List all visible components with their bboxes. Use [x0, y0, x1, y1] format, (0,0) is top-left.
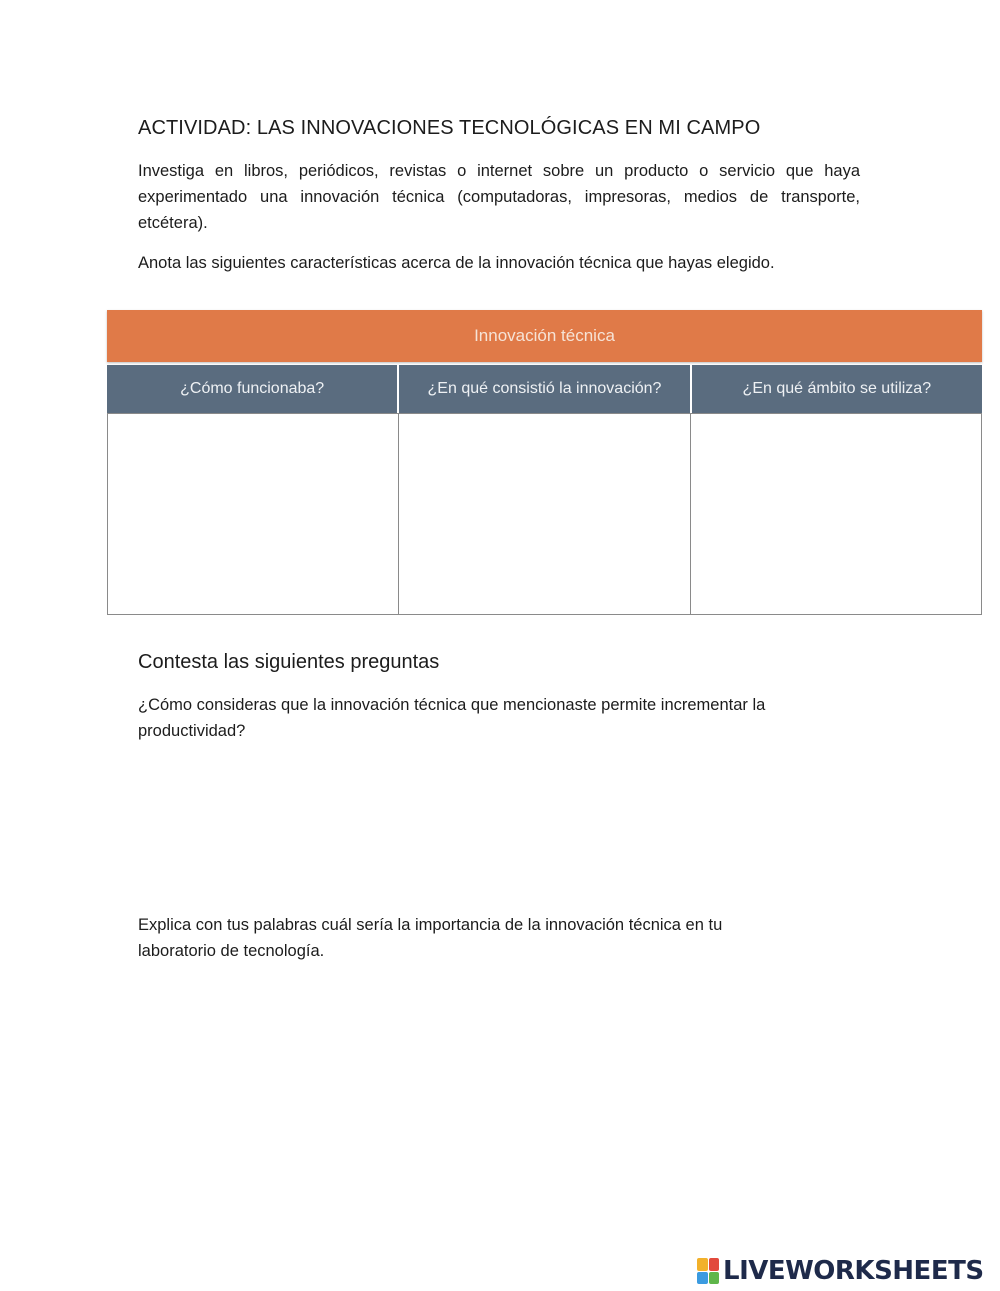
question-productivity: ¿Cómo consideras que la innovación técnica que mencionaste permite incrementar la productividad?	[138, 696, 766, 740]
answer-row	[107, 413, 982, 615]
column-header-how-it-worked: ¿Cómo funcionaba?	[107, 365, 399, 413]
question-importance: Explica con tus palabras cuál sería la importancia de la innovación técnica en tu laboratorio de tecnología.	[138, 916, 723, 960]
innovation-table	[107, 310, 982, 615]
instruction-paragraph-annotate: Anota las siguientes características acerca de la innovación técnica que hayas elegido.	[138, 254, 775, 272]
answer-cell-innovation[interactable]	[399, 414, 690, 614]
column-header-scope: ¿En qué ámbito se utiliza?	[692, 365, 982, 413]
logo-text: LIVEWORKSHEETS	[723, 1256, 984, 1286]
column-header-innovation: ¿En qué consistió la innovación?	[399, 365, 691, 413]
questions-heading: Contesta las siguientes preguntas	[138, 651, 440, 673]
liveworksheets-logo	[697, 1256, 984, 1286]
instruction-paragraph-research: Investiga en libros, periódicos, revistas o internet sobre un producto o servicio que haya experimentado una innovación técnica (computadoras, impresoras, medios de transporte, etcétera).	[138, 162, 860, 232]
worksheet-title: ACTIVIDAD: LAS INNOVACIONES TECNOLÓGICAS EN MI CAMPO	[138, 117, 761, 139]
column-header-row	[107, 365, 982, 413]
innovation-table-header: Innovación técnica	[107, 310, 982, 362]
logo-mark-icon	[697, 1258, 719, 1284]
answer-cell-how-it-worked[interactable]	[108, 414, 399, 614]
answer-cell-scope[interactable]	[691, 414, 981, 614]
